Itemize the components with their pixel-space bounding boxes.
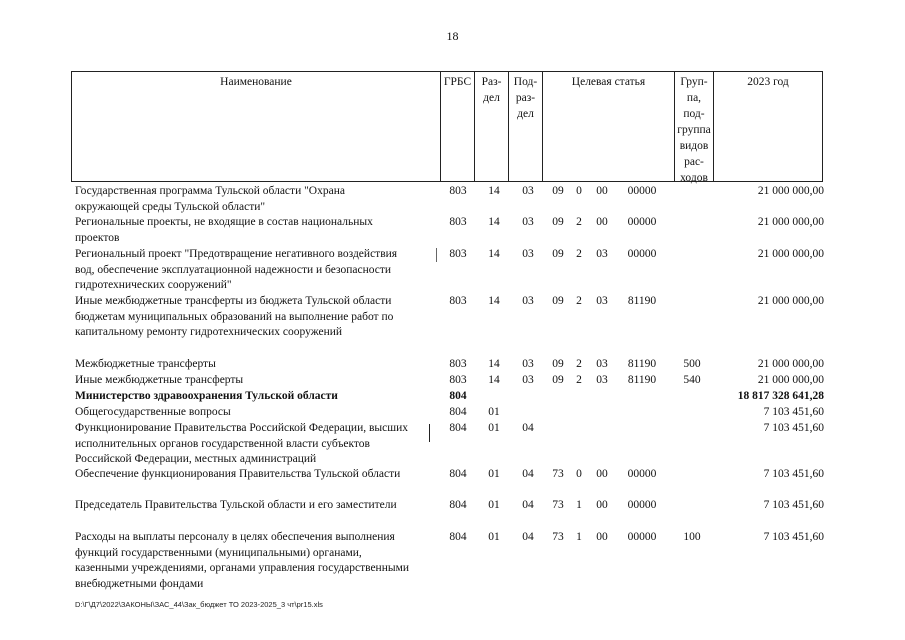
- row-name-line: Председатель Правительства Тульской области и его заместители: [75, 499, 397, 511]
- row-t4: 00000: [627, 468, 657, 480]
- row-name: [75, 294, 435, 341]
- row-podrazdel: 03: [522, 216, 534, 228]
- row-amount: 21 000 000,00: [757, 358, 824, 370]
- row-t1: 09: [552, 295, 564, 307]
- row-grbs: 804: [449, 468, 467, 480]
- row-amount: 7 103 451,60: [763, 468, 824, 480]
- row-name-line: казенными учреждениями, органами управления государственными: [75, 562, 410, 574]
- row-name-line: Обеспечение функционирования Правительства Тульской области: [75, 468, 401, 480]
- row-amount: 21 000 000,00: [757, 185, 824, 197]
- row-name-line: Региональный проект "Предотвращение негативного воздействия: [75, 248, 398, 260]
- row-name-line: Общегосударственные вопросы: [75, 406, 231, 418]
- row-podrazdel: 04: [522, 531, 534, 543]
- header-target-article: Целевая статья: [543, 72, 675, 181]
- row-name: [75, 215, 435, 246]
- row-grbs: 804: [449, 499, 467, 511]
- row-t1: 73: [552, 499, 564, 511]
- header-year: 2023 год: [747, 76, 789, 88]
- row-t2: 1: [576, 499, 582, 511]
- row-razdel: 14: [488, 295, 500, 307]
- row-t3: 00: [596, 499, 608, 511]
- row-name-line: бюджетам муниципальных образований на выполнение работ по: [75, 310, 394, 323]
- row-t3: 00: [596, 531, 608, 543]
- row-name-line: функций государственными (муниципальными) органами,: [75, 546, 362, 559]
- row-podrazdel: 04: [522, 422, 534, 434]
- row-razdel: 14: [488, 185, 500, 197]
- row-vid: 500: [683, 358, 701, 370]
- row-t4: 81190: [627, 358, 657, 370]
- row-razdel: 01: [488, 499, 500, 511]
- row-t2: 2: [576, 295, 582, 307]
- row-name-line: Расходы на выплаты персоналу в целях обеспечения выполнения: [75, 531, 395, 543]
- row-t4: 00000: [627, 531, 657, 543]
- row-vid: 100: [683, 531, 701, 543]
- row-podrazdel: 04: [522, 499, 534, 511]
- row-name: [75, 421, 435, 468]
- row-name: [75, 373, 435, 389]
- row-t2: 2: [576, 358, 582, 370]
- row-grbs: 803: [449, 374, 467, 386]
- row-podrazdel: 03: [522, 374, 534, 386]
- row-name: [75, 498, 435, 514]
- row-name-line: внебюджетными фондами: [75, 577, 204, 590]
- row-podrazdel: 03: [522, 185, 534, 197]
- row-name-line: Российской Федерации, местных администраций: [75, 453, 317, 465]
- row-razdel: 01: [488, 422, 500, 434]
- row-t4: 81190: [627, 374, 657, 386]
- row-amount: 7 103 451,60: [763, 422, 824, 434]
- row-grbs: 803: [449, 248, 467, 260]
- row-t3: 00: [596, 216, 608, 228]
- row-podrazdel: 03: [522, 248, 534, 260]
- header-razdel: Раз- дел: [475, 72, 509, 181]
- row-t3: 00: [596, 468, 608, 480]
- row-podrazdel: 03: [522, 358, 534, 370]
- row-t3: 03: [596, 374, 608, 386]
- row-razdel: 14: [488, 358, 500, 370]
- row-grbs: 803: [449, 216, 467, 228]
- row-name: [75, 357, 435, 373]
- row-razdel: 14: [488, 374, 500, 386]
- header-name: Наименование: [72, 72, 441, 181]
- row-grbs: 804: [449, 531, 467, 543]
- row-vid: 540: [683, 374, 701, 386]
- row-name-line: проектов: [75, 231, 120, 244]
- row-amount: 21 000 000,00: [757, 374, 824, 386]
- row-amount: 21 000 000,00: [757, 216, 824, 228]
- row-t3: 03: [596, 248, 608, 260]
- row-t1: 09: [552, 216, 564, 228]
- row-podrazdel: 03: [522, 295, 534, 307]
- row-name-line: исполнительных органов государственной власти субъектов: [75, 437, 370, 450]
- row-amount: 7 103 451,60: [763, 406, 824, 418]
- row-t1: 73: [552, 531, 564, 543]
- row-razdel: 14: [488, 248, 500, 260]
- row-name-line: Иные межбюджетные трансферты: [75, 374, 244, 386]
- row-t2: 2: [576, 374, 582, 386]
- row-grbs: 803: [449, 185, 467, 197]
- row-name-line: Функционирование Правительства Российской Федерации, высших: [75, 422, 408, 434]
- row-grbs: 804: [449, 422, 467, 434]
- scan-mark: [436, 248, 437, 262]
- row-razdel: 01: [488, 468, 500, 480]
- row-name: [75, 467, 435, 483]
- row-amount: 18 817 328 641,28: [737, 390, 824, 402]
- row-grbs: 804: [449, 406, 467, 418]
- row-t4: 00000: [627, 499, 657, 511]
- row-podrazdel: 04: [522, 468, 534, 480]
- row-name-line: Межбюджетные трансферты: [75, 358, 216, 370]
- row-t3: 00: [596, 185, 608, 197]
- row-grbs: 804: [449, 390, 467, 402]
- table-header: [71, 71, 823, 182]
- row-t2: 0: [576, 185, 582, 197]
- row-name-line: гидротехнических сооружений": [75, 279, 232, 291]
- row-amount: 7 103 451,60: [763, 499, 824, 511]
- page-number: 18: [446, 29, 459, 43]
- header-podrazdel: Под- раз- дел: [509, 72, 543, 181]
- row-razdel: 14: [488, 216, 500, 228]
- row-amount: 7 103 451,60: [763, 531, 824, 543]
- row-t2: 2: [576, 248, 582, 260]
- row-name-line: капитальному ремонту гидротехнических сооружений: [75, 326, 343, 338]
- header-expense-type: Груп- па, под- группа видов рас- ходов: [675, 72, 714, 181]
- row-razdel: 01: [488, 531, 500, 543]
- row-name: [75, 247, 435, 294]
- row-t4: 00000: [627, 185, 657, 197]
- row-t1: 09: [552, 248, 564, 260]
- row-name-line: окружающей среды Тульской области": [75, 200, 266, 213]
- row-t1: 09: [552, 358, 564, 370]
- row-amount: 21 000 000,00: [757, 295, 824, 307]
- row-t4: 81190: [627, 295, 657, 307]
- row-name: [75, 530, 435, 592]
- row-name-line: Министерство здравоохранения Тульской области: [75, 390, 338, 402]
- row-name-line: Региональные проекты, не входящие в состав национальных: [75, 216, 373, 228]
- row-t3: 03: [596, 358, 608, 370]
- row-name: [75, 405, 435, 421]
- row-t4: 00000: [627, 248, 657, 260]
- row-t3: 03: [596, 295, 608, 307]
- row-t4: 00000: [627, 216, 657, 228]
- row-grbs: 803: [449, 358, 467, 370]
- row-name-line: Иные межбюджетные трансферты из бюджета Тульской области: [75, 295, 392, 307]
- row-t2: 2: [576, 216, 582, 228]
- header-grbs: ГРБС: [441, 72, 475, 181]
- row-name: [75, 184, 435, 215]
- row-t2: 1: [576, 531, 582, 543]
- row-name: [75, 389, 435, 405]
- row-amount: 21 000 000,00: [757, 248, 824, 260]
- row-t1: 09: [552, 374, 564, 386]
- row-t1: 09: [552, 185, 564, 197]
- row-razdel: 01: [488, 406, 500, 418]
- row-t2: 0: [576, 468, 582, 480]
- row-t1: 73: [552, 468, 564, 480]
- row-name-line: Государственная программа Тульской области "Охрана: [75, 185, 345, 197]
- row-grbs: 803: [449, 295, 467, 307]
- row-name-line: вод, обеспечение эксплуатационной надежности и безопасности: [75, 263, 392, 276]
- file-path-footer: D:\Г\Д7\2022\ЗАКОНЫ\ЗАС_44\Зак_бюджет ТО 2023-2025_3 чт\pr15.xls: [75, 600, 323, 609]
